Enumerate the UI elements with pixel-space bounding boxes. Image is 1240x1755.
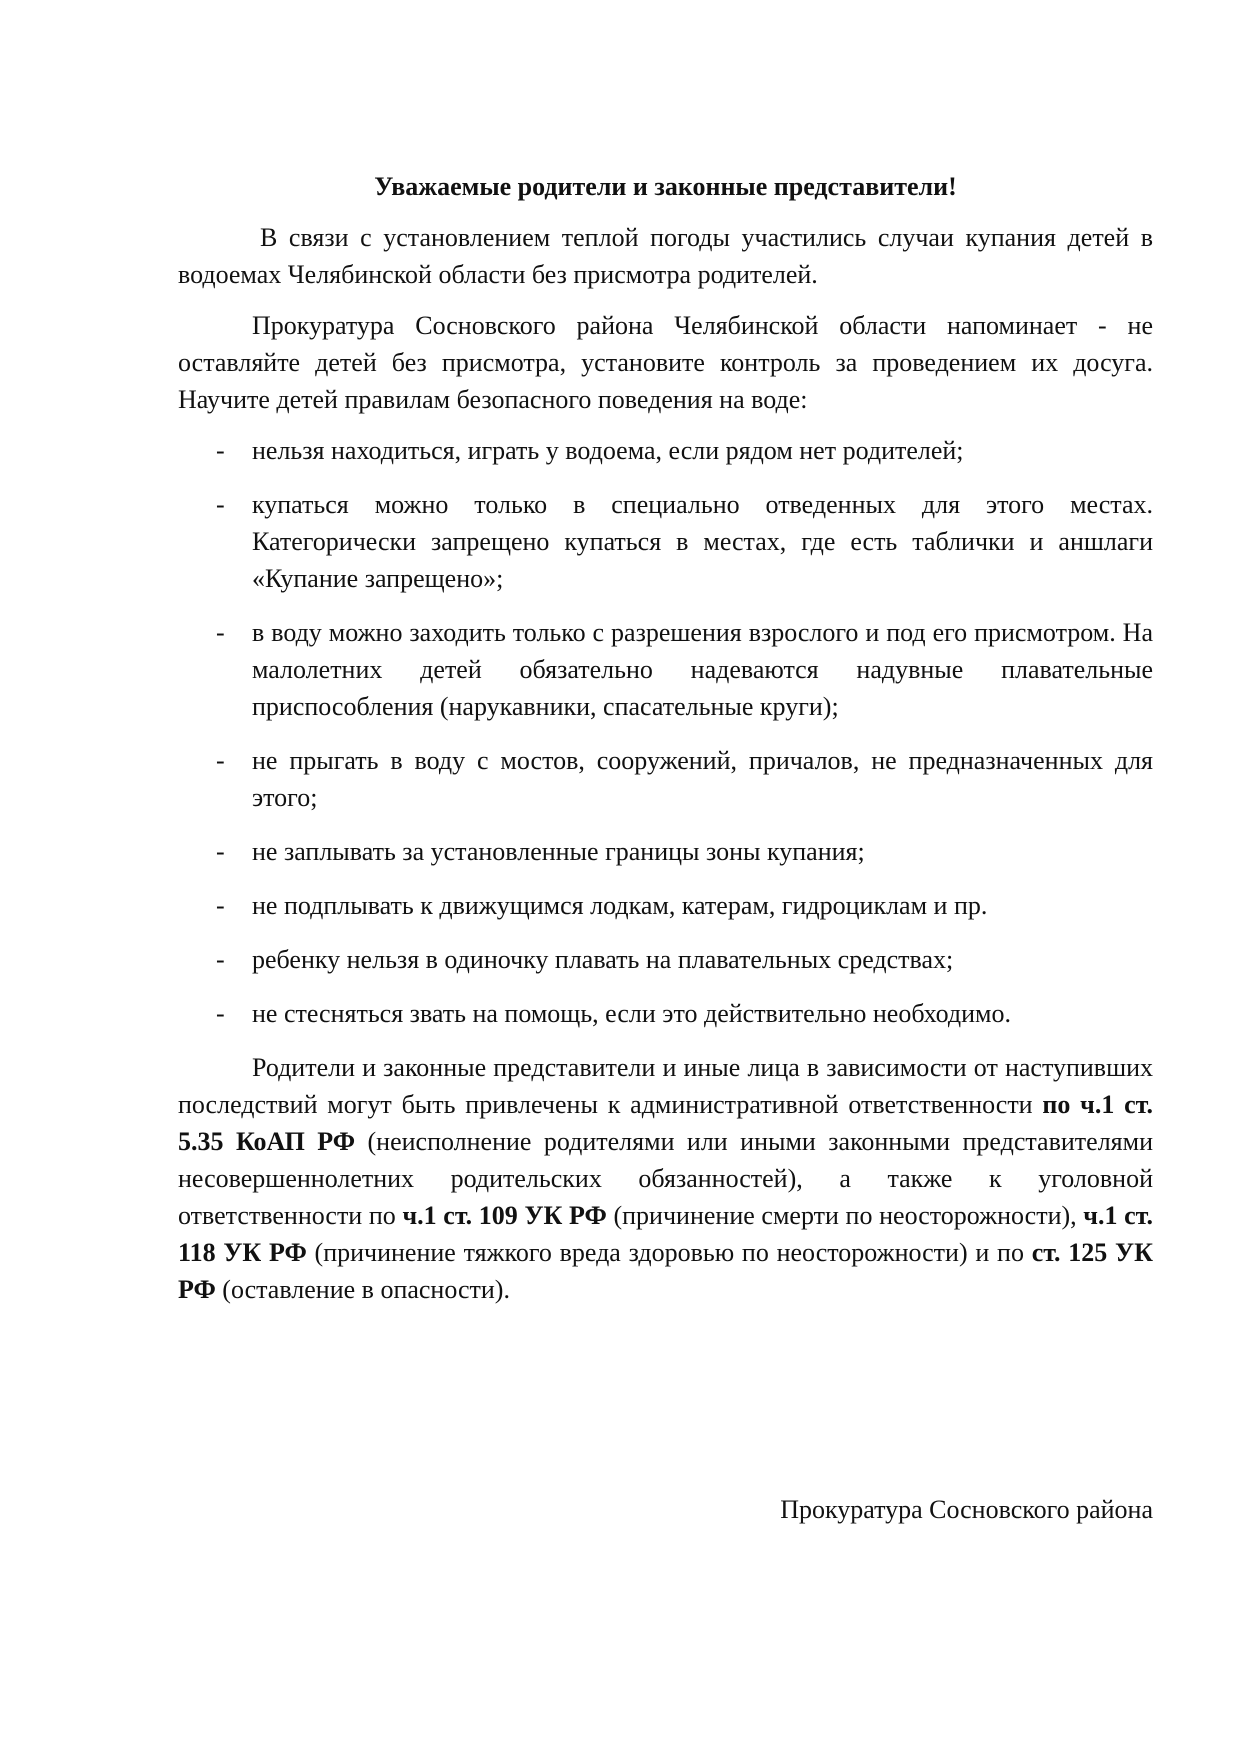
list-item bbox=[178, 614, 1153, 725]
rule-text: не заплывать за установленные границы зоны купания; bbox=[252, 837, 865, 866]
list-item bbox=[178, 486, 1153, 597]
liability-paragraph bbox=[178, 1049, 1153, 1308]
document-body bbox=[178, 168, 1153, 1308]
signature: Прокуратура Сосновского района bbox=[780, 1495, 1153, 1524]
law-reference: по ч.1 ст. 5.35 КоАП РФ bbox=[178, 1090, 1153, 1156]
safety-rules-list bbox=[178, 432, 1153, 1032]
law-reference: ст. 125 УК РФ bbox=[178, 1238, 1153, 1304]
rule-text: в воду можно заходить только с разрешения взрослого и под его присмотром. На малолетних детей обязательно надеваются надувные плавательные приспособления (нарукавники, спасательные круги); bbox=[252, 618, 1153, 721]
rule-text: купаться можно только в специально отведенных для этого местах. Категорически запрещено купаться в местах, где есть таблички и аншлаги «Купание запрещено»; bbox=[252, 490, 1153, 593]
list-item bbox=[178, 432, 1153, 469]
document-title: Уважаемые родители и законные представители! bbox=[374, 172, 957, 201]
reminder-paragraph: Прокуратура Сосновского района Челябинской области напоминает - не оставляйте детей без присмотра, установите контроль за проведением их досуга. Научите детей правилам безопасного поведения на воде: bbox=[178, 311, 1153, 414]
liability-text: Родители и законные представители и иные лица в зависимости от наступивших последствий могут быть привлечены к административной ответственности bbox=[178, 1053, 1153, 1119]
list-item bbox=[178, 887, 1153, 924]
rule-text: не прыгать в воду с мостов, сооружений, причалов, не предназначенных для этого; bbox=[252, 746, 1153, 812]
rule-text: не подплывать к движущимся лодкам, катерам, гидроциклам и пр. bbox=[252, 891, 988, 920]
intro-paragraph: В связи с установлением теплой погоды участились случаи купания детей в водоемах Челябинской области без присмотра родителей. bbox=[178, 223, 1153, 289]
rule-text: нельзя находиться, играть у водоема, если рядом нет родителей; bbox=[252, 436, 964, 465]
law-reference: ч.1 ст. 118 УК РФ bbox=[178, 1201, 1153, 1267]
bullet-dash: - bbox=[216, 837, 225, 866]
bullet-dash: - bbox=[216, 945, 225, 974]
liability-text: (неисполнение родителями или иными законными представителями несовершеннолетних родительских обязанностей), а также к уголовной ответственности по bbox=[178, 1127, 1153, 1230]
bullet-dash: - bbox=[216, 746, 225, 775]
rule-text: не стесняться звать на помощь, если это действительно необходимо. bbox=[252, 999, 1011, 1028]
bullet-dash: - bbox=[216, 999, 225, 1028]
rule-text: ребенку нельзя в одиночку плавать на плавательных средствах; bbox=[252, 945, 954, 974]
list-item bbox=[178, 742, 1153, 816]
bullet-dash: - bbox=[216, 436, 225, 465]
liability-text: (причинение тяжкого вреда здоровью по неосторожности) и по bbox=[306, 1238, 1032, 1267]
list-item bbox=[178, 833, 1153, 870]
bullet-dash: - bbox=[216, 891, 225, 920]
law-reference: ч.1 ст. 109 УК РФ bbox=[402, 1201, 607, 1230]
list-item bbox=[178, 941, 1153, 978]
bullet-dash: - bbox=[216, 618, 225, 647]
liability-text: (причинение смерти по неосторожности), bbox=[606, 1201, 1084, 1230]
liability-text: (оставление в опасности). bbox=[215, 1275, 510, 1304]
bullet-dash: - bbox=[216, 490, 225, 519]
list-item bbox=[178, 995, 1153, 1032]
